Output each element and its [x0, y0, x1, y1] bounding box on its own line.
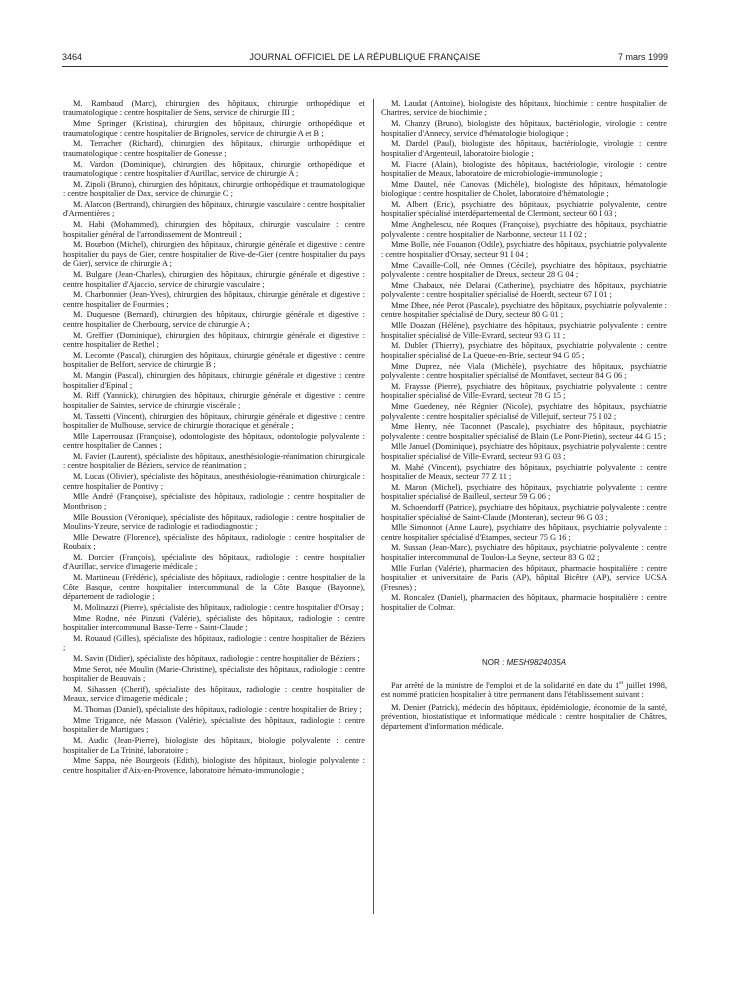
arrete-intro-sup: er: [619, 680, 624, 687]
appointment-entry: M. Lucas (Olivier), spécialiste des hôpitaux, anesthésiologie-réanimation chirurgicale : centre hospitalier de Pontivy ;: [63, 472, 365, 491]
appointment-entry: Mlle Furlan (Valérie), pharmacien des hôpitaux, pharmacie hospitalière : centre hospitalier et universitaire de Paris (AP), hôpital Bicêtre (AP), service UCSA (Fresnes) ;: [381, 563, 667, 592]
appointment-entry: Mme Chabaux, née Delarai (Catherine), psychiatre des hôpitaux, psychiatrie polyvalente : centre hospitalier spécialisé de Hoerdt, secteur 67 I 01 ;: [381, 280, 667, 300]
appointment-entry: Mme Dhee, née Perot (Pascale), psychiatre des hôpitaux, psychiatrie polyvalente : centre hospitalier spécialisé de Dury, secteur 80 G 01 ;: [381, 301, 667, 320]
appointment-entry: M. Rambaud (Marc), chirurgien des hôpitaux, chirurgie orthopédique et traumatologique : centre hospitalier de Sens, service de chirurgie III ;: [63, 99, 365, 118]
nor-label: NOR :: [481, 657, 505, 667]
appointment-entry: Mlle Laperrousaz (Françoise), odontologiste des hôpitaux, odontologie polyvalente : centre hospitalier de Cannes ;: [63, 431, 365, 451]
appointment-entry: M. Bourbon (Michel), chirurgien des hôpitaux, chirurgie générale et digestive : centre hospitalier du pays de Gier, centre hospitalier de Rive-de-Gier (centre hospitalier du pays de Gier), service de chirurgie A ;: [63, 240, 365, 269]
section-gap: [381, 614, 667, 654]
right-column-entries: [381, 99, 667, 612]
appointment-entry: M. Sussan (Jean-Marc), psychiatre des hôpitaux, psychiatrie polyvalente : centre hospitalier intercommunal de Toulon-La Seyne, secteur 83 G 02 ;: [381, 543, 667, 562]
appointment-entry: M. Albert (Eric), psychiatre des hôpitaux, psychiatrie polyvalente, centre hospitalier spécialisé interdépartemental de Clermont, secteur 60 I 03 ;: [381, 200, 667, 219]
appointment-entry: M. Schoendorff (Patrice), psychiatre des hôpitaux, psychiatrie polyvalente : centre hospitalier spécialisé de Saint-Claude (Monteran), secteur 96 G 03 ;: [381, 503, 667, 522]
appointment-entry: M. Molinazzi (Pierre), spécialiste des hôpitaux, radiologie : centre hospitalier d'Orsay ;: [73, 602, 364, 612]
appointment-entry: M. Laudat (Antoine), biologiste des hôpitaux, biochimie : centre hospitalier de Chartres, service de biochimie ;: [381, 99, 667, 118]
page-header: [62, 52, 668, 66]
page-number: 3464: [62, 52, 83, 62]
appointment-entry: Mme Trigance, née Masson (Valérie), spécialiste des hôpitaux, radiologie : centre hospitalier de Martigues ;: [63, 715, 365, 735]
appointment-entry: Mlle Doazan (Hélène), psychiatre des hôpitaux, psychiatrie polyvalente : centre hospitalier spécialisé de Ville-Evrard, secteur 93 G 11 ;: [381, 321, 667, 340]
nor-reference: [381, 658, 667, 667]
appointment-entry: M. Lecomte (Pascal), chirurgien des hôpitaux, chirurgie générale et digestive : centre hospitalier de Belfort, service de chirurgie B ;: [63, 350, 365, 370]
appointment-entry: M. Maron (Michel), psychiatre des hôpitaux, psychiatrie polyvalente : centre hospitalier spécialisé de Bailleul, secteur 59 G 06 ;: [381, 482, 667, 502]
nor-code: MESH9824035A: [506, 657, 567, 667]
appointment-entry: M. Chanzy (Bruno), biologiste des hôpitaux, bactériologie, virologie : centre hospitalier d'Annecy, service d'hématologie biologique ;: [381, 119, 667, 138]
right-column: [381, 99, 667, 734]
appointment-entry: Mme Rodne, née Pinzuti (Valérie), spécialiste des hôpitaux, radiologie : centre hospitalier intercommunal Basse-Terre - Saint-Claude ;: [63, 613, 365, 632]
appointment-entry: M. Rouaud (Gilles), spécialiste des hôpitaux, radiologie : centre hospitalier de Béziers ;: [63, 633, 365, 653]
appointment-entry: M. Martineau (Frédéric), spécialiste des hôpitaux, radiologie : centre hospitalier de la Côte Basque, centre hospitalier intercommunal de la Côte Basque (Bayonne), département de radiologie ;: [63, 573, 365, 602]
appointment-entry: M. Mangin (Pascal), chirurgien des hôpitaux, chirurgie générale et digestive : centre hospitalier d'Epinal ;: [63, 371, 365, 390]
appointment-entry: M. Thomas (Daniel), spécialiste des hôpitaux, radiologie : centre hospitalier de Briey ;: [73, 705, 362, 715]
appointment-entry: M. Habi (Mohammed), chirurgien des hôpitaux, chirurgie vasculaire : centre hospitalier général de l'arrondissement de Montreuil ;: [63, 220, 365, 239]
appointment-entry: Mme Serot, née Moulin (Marie-Christine), spécialiste des hôpitaux, radiologie : centre hospitalier de Beauvais ;: [63, 664, 365, 684]
journal-title: JOURNAL OFFICIEL DE LA RÉPUBLIQUE FRANÇAISE: [249, 52, 481, 62]
appointment-entry: M. Zipoli (Bruno), chirurgien des hôpitaux, chirurgie orthopédique et traumatologique : centre hospitalier de Dax, service de chirurgie C ;: [63, 179, 365, 199]
left-column: [63, 99, 365, 776]
appointment-entry: Mme Dautel, née Canovas (Michèle), biologiste des hôpitaux, hématologie biologique : centre hospitalier de Cholet, laboratoire d'hématologie ;: [381, 179, 667, 199]
arrete-intro-after: juillet 1998, est nommé praticien hospitalier à titre permanent dans l'établissement suivant :: [381, 680, 667, 700]
appointment-entry: Mme Springer (Kristina), chirurgien des hôpitaux, chirurgie orthopédique et traumatologique : centre hospitalier de Brignoles, service de chirurgie A et B ;: [63, 119, 365, 138]
appointment-entry: Mme Sappa, née Bourgeois (Edith), biologiste des hôpitaux, biologie polyvalente : centre hospitalier d'Aix-en-Provence, laboratoire hémato-immunologie ;: [63, 756, 365, 775]
appointment-entry: M. Roncalez (Daniel), pharmacien des hôpitaux, pharmacie hospitalière : centre hospitalier de Colmar.: [381, 593, 667, 612]
appointment-entry: M. Dardel (Paul), biologiste des hôpitaux, bactériologie, virologie : centre hospitalier d'Argenteuil, laboratoire biologie ;: [381, 139, 667, 158]
column-separator: [373, 99, 374, 914]
appointment-entry: M. Audic (Jean-Pierre), biologiste des hôpitaux, biologie polyvalente : centre hospitalier de La Trinité, laboratoire ;: [63, 736, 365, 755]
appointment-entry: M. Terracher (Richard), chirurgien des hôpitaux, chirurgie orthopédique et traumatologique : centre hospitalier de Gonesse ;: [63, 139, 365, 158]
appointment-entry: M. Fraysse (Pierre), psychiatre des hôpitaux, psychiatrie polyvalente : centre hospitalier spécialisé de Ville-Evrard, secteur 78 G 15 ;: [381, 381, 667, 401]
appointment-entry: M. Bulgare (Jean-Charles), chirurgien des hôpitaux, chirurgie générale et digestive : centre hospitalier d'Ajaccio, service de chirurgie vasculaire ;: [63, 270, 365, 289]
appointment-entry: M. Fiacre (Alain), biologiste des hôpitaux, bactériologie, virologie : centre hospitalier de Meaux, laboratoire de microbiologie-immunologie ;: [381, 159, 667, 179]
appointment-entry: Mme Henry, née Taconnet (Pascale), psychiatre des hôpitaux, psychiatrie polyvalente : centre hospitalier spécialisé de Blain (Le Pont-Pietin), secteur 44 G 15 ;: [381, 422, 667, 441]
appointment-entry: M. Greffier (Dominique), chirurgien des hôpitaux, chirurgie générale et digestive : centre hospitalier de Rethel ;: [63, 330, 365, 350]
arrete-entry: M. Denier (Patrick), médecin des hôpitaux, épidémiologie, économie de la santé, prévention, biostatistique et informatique médicale : centre hospitalier de Châtres, département d'information médicale.: [381, 702, 667, 731]
appointment-entry: Mlle Simonnot (Anne Laure), psychiatre des hôpitaux, psychiatrie polyvalente : centre hospitalier spécialisé d'Etampes, secteur 75 G 16 ;: [381, 523, 667, 542]
appointment-entry: Mme Cavaille-Coll, née Omnes (Cécile), psychiatre des hôpitaux, psychiatrie polyvalente : centre hospitalier de Dreux, secteur 28 G 04 ;: [381, 260, 667, 280]
appointment-entry: M. Mahé (Vincent), psychiatre des hôpitaux, psychiatrie polyvalente : centre hospitalier de Meaux, secteur 77 Z 11 ;: [381, 462, 667, 482]
appointment-entry: M. Charbonnier (Jean-Yves), chirurgien des hôpitaux, chirurgie générale et digestive : centre hospitalier de Fourmies ;: [63, 290, 365, 309]
header-rule: [62, 66, 668, 67]
appointment-entry: M. Riff (Yannick), chirurgien des hôpitaux, chirurgie générale et digestive : centre hospitalier de Saintes, service de chirurgie viscérale ;: [63, 391, 365, 410]
appointment-entry: M. Dorcier (François), spécialiste des hôpitaux, radiologie : centre hospitalier d'Aurillac, service d'imagerie médicale ;: [63, 552, 365, 572]
appointment-entry: Mlle Boussion (Véronique), spécialiste des hôpitaux, radiologie : centre hospitalier de Moulins-Yzeure, service de radiologie et radiodiagnostic ;: [63, 512, 365, 531]
issue-date: 7 mars 1999: [617, 52, 668, 62]
appointment-entry: Mme Guedeney, née Régnier (Nicole), psychiatre des hôpitaux, psychiatrie polyvalente : centre hospitalier spécialisé de Villejuif, secteur 75 I 02 ;: [381, 402, 667, 421]
appointment-entry: Mme Duprez, née Viala (Michèle), psychiatre des hôpitaux, psychiatrie polyvalente : centre hospitalier spécialisé de Montfavet, secteur 84 G 06 ;: [381, 361, 667, 381]
appointment-entry: M. Sihassen (Cherif), spécialiste des hôpitaux, radiologie : centre hospitalier de Meaux, service d'imagerie médicale ;: [63, 684, 365, 704]
appointment-entry: M. Favier (Laurent), spécialiste des hôpitaux, anesthésiologie-réanimation chirurgicale : centre hospitalier de Béziers, service de réanimation ;: [63, 451, 365, 471]
appointment-entry: Mlle Januel (Dominique), psychiatre des hôpitaux, psychiatrie polyvalente : centre hospitalier spécialisé de Ville-Evrard, secteur 93 G 03 ;: [381, 442, 667, 461]
appointment-entry: M. Tassetti (Vincent), chirurgien des hôpitaux, chirurgie générale et digestive : centre hospitalier de Mulhouse, service de chirurgie thoracique et générale ;: [63, 411, 365, 430]
appointment-entry: M. Vardon (Dominique), chirurgien des hôpitaux, chirurgie orthopédique et traumatologique : centre hospitalier d'Aurillac, service de chirurgie A ;: [63, 159, 365, 179]
arrete-intro: [381, 681, 667, 700]
appointment-entry: M. Duquesne (Bernard), chirurgien des hôpitaux, chirurgie générale et digestive : centre hospitalier de Cherbourg, service de chirurgie A ;: [63, 310, 365, 329]
appointment-entry: Mlle Dewatre (Florence), spécialiste des hôpitaux, radiologie : centre hospitalier de Roubaix ;: [63, 532, 365, 552]
appointment-entry: M. Savin (Didier), spécialiste des hôpitaux, radiologie : centre hospitalier de Béziers ;: [73, 653, 360, 663]
appointment-entry: Mme Anghelescu, née Roques (Françoise), psychiatre des hôpitaux, psychiatrie polyvalente : centre hospitalier de Narbonne, secteur 11 I 02 ;: [381, 220, 667, 239]
appointment-entry: Mlle André (Françoise), spécialiste des hôpitaux, radiologie : centre hospitalier de Montbrison ;: [63, 492, 365, 511]
appointment-entry: Mme Bolle, née Fouanon (Odile), psychiatre des hôpitaux, psychiatrie polyvalente : centre hospitalier d'Orsay, secteur 91 I 04 ;: [381, 240, 667, 259]
arrete-intro-before: Par arrêté de la ministre de l'emploi et de la solidarité en date du 1: [391, 680, 620, 690]
appointment-entry: M. Alarcon (Bertrand), chirurgien des hôpitaux, chirurgie vasculaire : centre hospitalier d'Armentières ;: [63, 200, 365, 219]
appointment-entry: M. Dubler (Thierry), psychiatre des hôpitaux, psychiatrie polyvalente : centre hospitalier spécialisé de La Queue-en-Brie, secteur 94 G 05 ;: [381, 341, 667, 360]
